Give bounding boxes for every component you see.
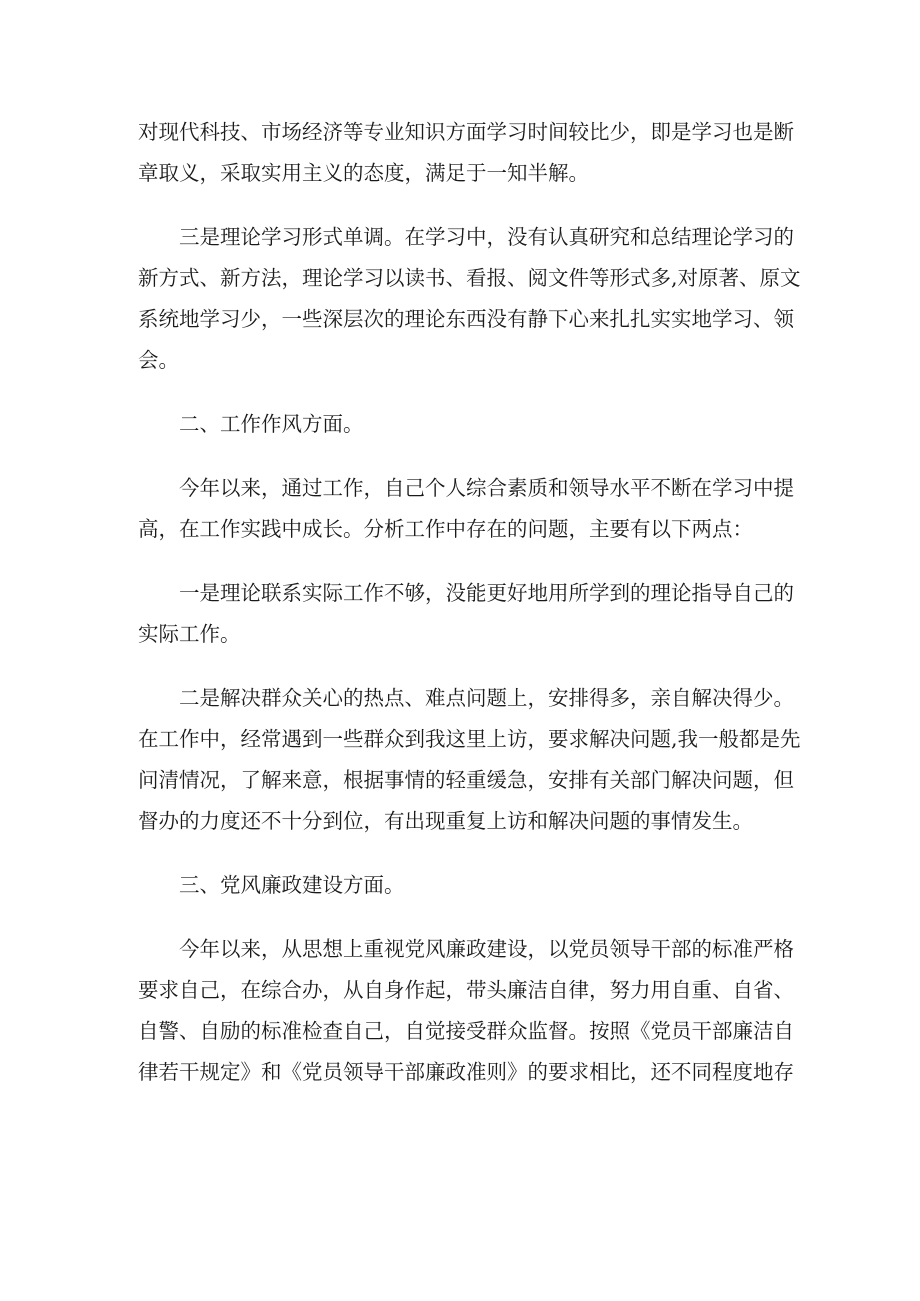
paragraph [138, 112, 794, 194]
paragraph-line: 自警、自励的标准检查自己，自觉接受群众监督。按照《党员干部廉洁自 [138, 1019, 794, 1043]
paragraph [138, 573, 794, 655]
document-body [138, 112, 801, 1116]
paragraph-line: 三是理论学习形式单调。在学习中，没有认真研究和总结理论学习的 [179, 225, 794, 249]
paragraph-line: 今年以来，通过工作，自己个人综合素质和领导水平不断在学习中提 [179, 476, 794, 500]
paragraph [138, 468, 794, 550]
paragraph-line: 会。 [138, 348, 179, 372]
paragraph-line: 今年以来，从思想上重视党风廉政建设，以党员领导干部的标准严格 [179, 937, 794, 961]
paragraph-line: 实际工作。 [138, 622, 241, 646]
paragraph-line: 问清情况，了解来意，根据事情的轻重缓急，安排有关部门解决问题，但 [138, 768, 794, 792]
paragraph-line: 律若干规定》和《党员领导干部廉政准则》的要求相比，还不同程度地存 [138, 1060, 794, 1084]
paragraph [138, 865, 783, 906]
paragraph-line: 一是理论联系实际工作不够，没能更好地用所学到的理论指导自己的 [179, 581, 794, 605]
paragraph-line: 三、党风廉政建设方面。 [179, 873, 405, 897]
paragraph-line: 新方式、新方法，理论学习以读书、看报、阅文件等形式多,对原著、原文 [138, 266, 801, 290]
paragraph-line: 对现代科技、市场经济等专业知识方面学习时间较比少，即是学习也是断 [138, 120, 794, 144]
paragraph-line: 章取义，采取实用主义的态度，满足于一知半解。 [138, 161, 589, 185]
paragraph [138, 404, 783, 445]
paragraph-line: 二是解决群众关心的热点、难点问题上，安排得多，亲自解决得少。 [179, 686, 794, 710]
paragraph-line: 二、工作作风方面。 [179, 412, 364, 436]
paragraph [138, 929, 794, 1093]
paragraph-line: 要求自己，在综合办，从自身作起，带头廉洁自律，努力用自重、自省、 [138, 978, 794, 1002]
paragraph [138, 217, 801, 381]
paragraph [138, 678, 801, 842]
paragraph-line: 高，在工作实践中成长。分析工作中存在的问题，主要有以下两点： [138, 517, 753, 541]
paragraph-line: 在工作中，经常遇到一些群众到我这里上访，要求解决问题,我一般都是先 [138, 727, 801, 751]
paragraph-line: 督办的力度还不十分到位，有出现重复上访和解决问题的事情发生。 [138, 809, 753, 833]
paragraph-line: 系统地学习少，一些深层次的理论东西没有静下心来扎扎实实地学习、领 [138, 307, 794, 331]
